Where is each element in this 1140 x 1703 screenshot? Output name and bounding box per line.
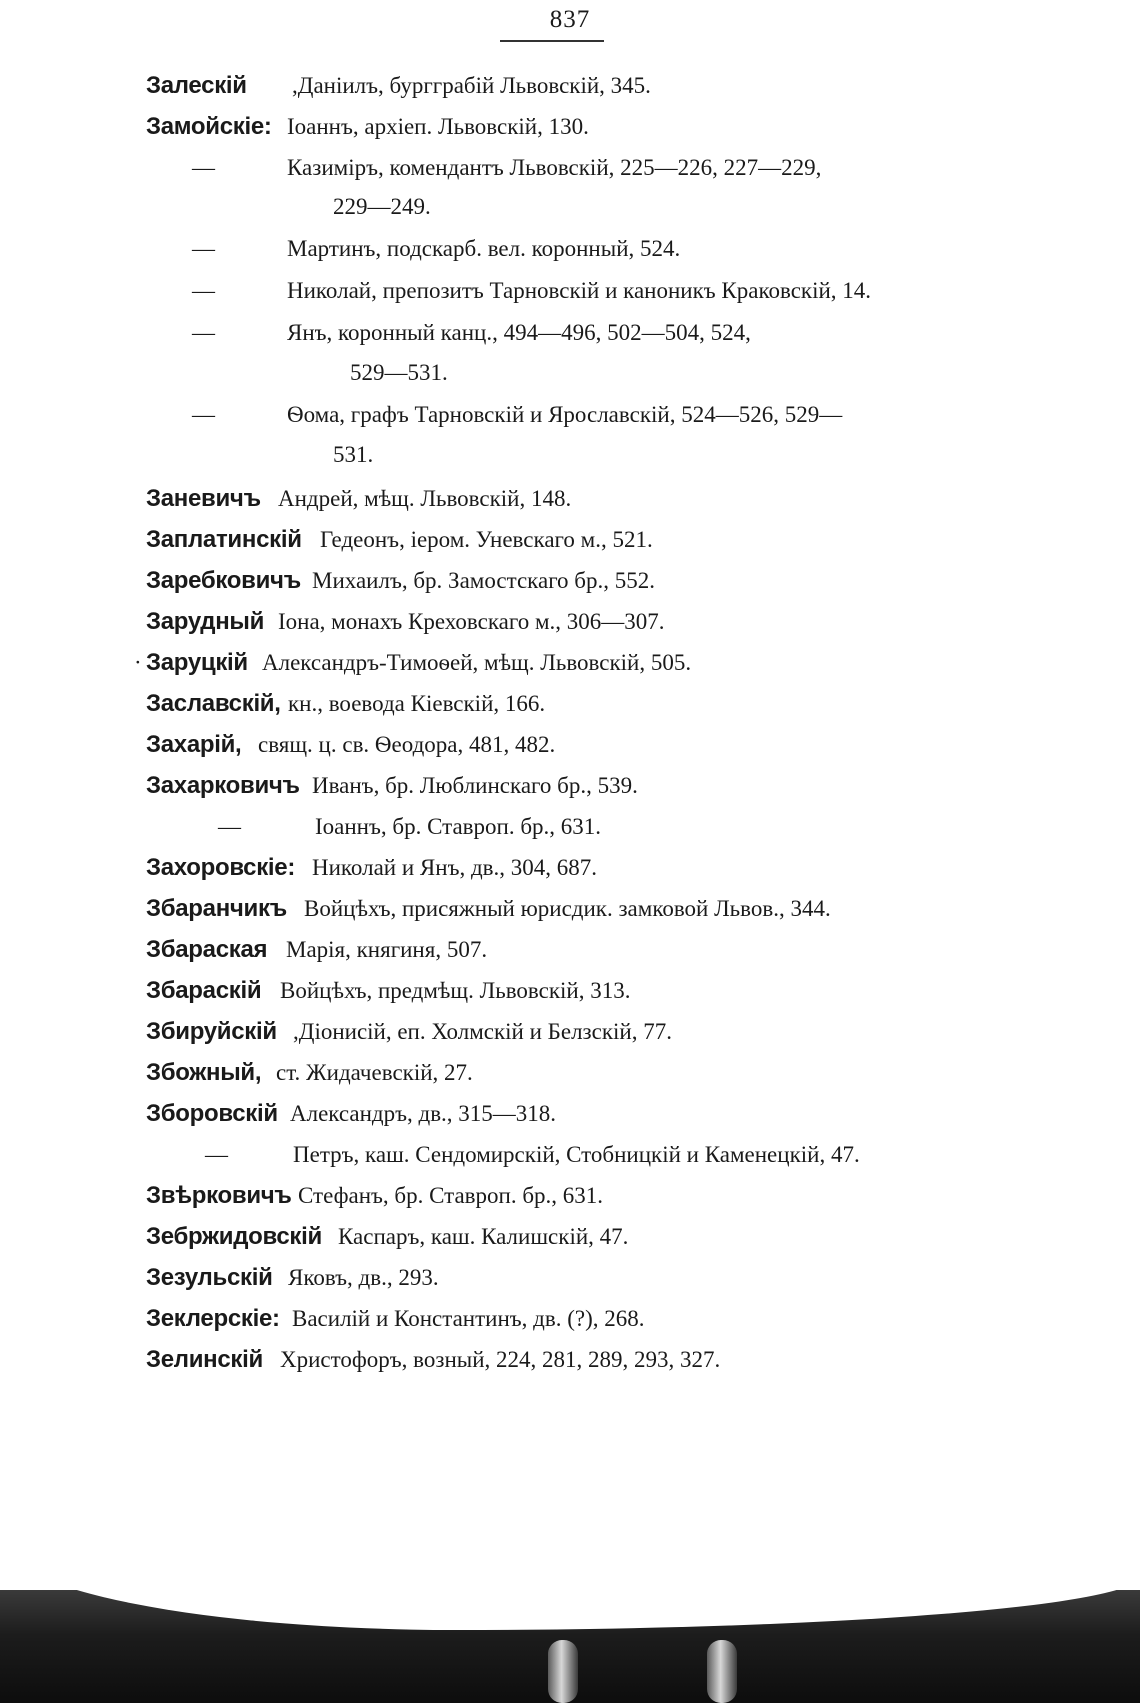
entry-text: Марія, княгиня, 507. xyxy=(286,937,488,962)
entry-surname: Зарудный xyxy=(146,608,265,635)
ditto-dash: — xyxy=(218,814,241,839)
entry-surname: Збараскій xyxy=(146,977,262,1004)
entry-surname: Захоровскіе: xyxy=(146,854,296,881)
entry-surname: Звѣрковичъ xyxy=(146,1182,292,1209)
entry-text: Каспаръ, каш. Калишскій, 47. xyxy=(338,1224,629,1249)
entry-text: Іоаннъ, бр. Ставроп. бр., 631. xyxy=(315,814,602,839)
ditto-dash: — xyxy=(192,320,215,345)
entry-surname: Захарковичъ xyxy=(146,772,300,799)
ditto-dash: — xyxy=(192,155,215,180)
entry-text: Янъ, коронный канц., 494—496, 502—504, 524, xyxy=(287,320,751,345)
entry-continuation: 529—531. xyxy=(350,360,448,385)
entry-text: Александръ, дв., 315—318. xyxy=(290,1101,557,1126)
entry-text: Василій и Константинъ, дв. (?), 268. xyxy=(292,1306,645,1331)
margin-dot: · xyxy=(134,650,142,675)
entry-surname: Заневичъ xyxy=(146,485,261,512)
entry-text: Войцѣхъ, присяжный юрисдик. замковой Львов., 344. xyxy=(304,896,831,921)
entry-surname: Заславскій, xyxy=(146,690,281,717)
entry-text: Стефанъ, бр. Ставроп. бр., 631. xyxy=(298,1183,604,1208)
entry-surname: Заруцкій xyxy=(146,649,248,676)
entry-surname: Зеклерскіе: xyxy=(146,1305,280,1332)
page-number-rule xyxy=(500,40,604,42)
entry-text: Николай и Янъ, дв., 304, 687. xyxy=(312,855,598,880)
entry-text: Іоаннъ, архіеп. Львовскій, 130. xyxy=(287,114,589,139)
entry-continuation: 229—249. xyxy=(333,194,431,219)
page-number: 837 xyxy=(549,6,591,33)
entry-surname: Замойскіе: xyxy=(146,113,272,140)
entry-text: Иванъ, бр. Люблинскаго бр., 539. xyxy=(312,773,638,798)
entry-text: Мартинъ, подскарб. вел. коронный, 524. xyxy=(287,236,681,261)
entry-surname: Зборовскій xyxy=(146,1100,278,1127)
entry-surname: Заплатинскій xyxy=(146,526,302,553)
entry-surname: Зелинскій xyxy=(146,1346,263,1373)
entry-text: Андрей, мѣщ. Львовскій, 148. xyxy=(278,486,572,511)
binding-ring xyxy=(707,1640,737,1703)
entry-surname: Заребковичъ xyxy=(146,567,301,594)
ditto-dash: — xyxy=(205,1142,228,1167)
entry-text: Гедеонъ, іером. Уневскаго м., 521. xyxy=(320,527,653,552)
entry-text: Христофоръ, возный, 224, 281, 289, 293, 327. xyxy=(280,1347,721,1372)
entry-surname: Збожный, xyxy=(146,1059,262,1086)
binding-ring xyxy=(548,1640,578,1703)
ditto-dash: — xyxy=(192,278,215,303)
entry-surname: Зебржидовскій xyxy=(146,1223,322,1250)
entry-text: кн., воевода Кіевскій, 166. xyxy=(288,691,546,716)
entry-surname: Залескій xyxy=(146,72,247,99)
entry-text: свящ. ц. св. Ѳеодора, 481, 482. xyxy=(258,732,556,757)
entry-text: Михаилъ, бр. Замостскаго бр., 552. xyxy=(312,568,656,593)
entry-text: ст. Жидачевскій, 27. xyxy=(276,1060,473,1085)
ditto-dash: — xyxy=(192,402,215,427)
entry-text: Яковъ, дв., 293. xyxy=(288,1265,439,1290)
entry-text: Казимiръ, комендантъ Львовскій, 225—226, 227—229, xyxy=(287,155,822,180)
entry-surname: Збараская xyxy=(146,936,268,963)
entry-text: ,Данiилъ, бургграбій Львовскій, 345. xyxy=(292,73,651,98)
entry-surname: Збируйскій xyxy=(146,1018,277,1045)
entry-text: Александръ-Тимоѳей, мѣщ. Львовскій, 505. xyxy=(262,650,692,675)
entry-text: Петръ, каш. Сендомирскій, Стобницкій и Каменецкій, 47. xyxy=(293,1142,860,1167)
entry-surname: Збаранчикъ xyxy=(146,895,287,922)
entry-text: Іона, монахъ Креховскаго м., 306—307. xyxy=(278,609,665,634)
entry-text: Войцѣхъ, предмѣщ. Львовскій, 313. xyxy=(280,978,631,1003)
entry-surname: Захарій, xyxy=(146,731,242,758)
entry-text: Ѳома, графъ Тарновскій и Ярославскій, 524—526, 529— xyxy=(287,402,843,427)
entry-text: Николай, препозитъ Тарновскій и каноникъ Краковскій, 14. xyxy=(287,278,872,303)
entry-surname: Зезульскій xyxy=(146,1264,273,1291)
ditto-dash: — xyxy=(192,236,215,261)
entry-text: ,Діонисій, еп. Холмскій и Белзскій, 77. xyxy=(293,1019,672,1044)
entry-continuation: 531. xyxy=(333,442,374,467)
